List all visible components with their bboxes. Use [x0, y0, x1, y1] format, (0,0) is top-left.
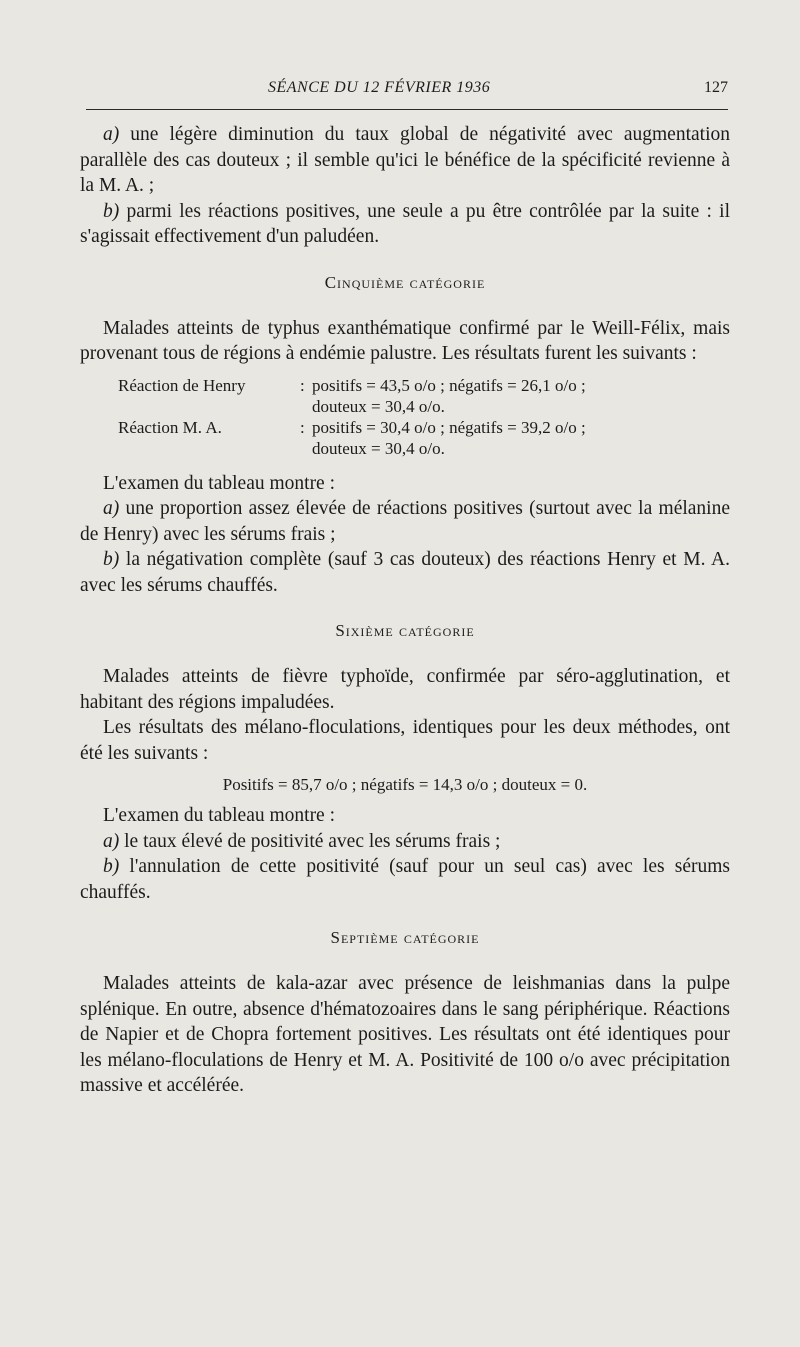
results-table	[118, 375, 586, 459]
section-title-sixieme: Sixième catégorie	[335, 621, 475, 640]
list-marker-a: a)	[103, 498, 120, 519]
page-header	[80, 79, 728, 103]
section-title-cinquieme: Cinquième catégorie	[324, 272, 486, 292]
results-line-1: positifs = 30,4 o/o ; négatifs = 39,2 o/o ;	[312, 417, 586, 437]
paragraph-text: parmi les réactions positives, une seule a pu être contrôlée par la suite : il s'agissait effectivement d'un paludéen.	[80, 200, 730, 247]
list-marker-b: b)	[103, 200, 120, 222]
list-marker-a: a)	[103, 830, 120, 852]
list-marker-b: b)	[103, 549, 120, 570]
paragraph-text: la négativation complète (sauf 3 cas douteux) des réactions Henry et M. A. avec les sérums chauffés.	[80, 549, 730, 596]
paragraph-cat5-a	[80, 496, 730, 547]
paragraph-cat5-exam: L'examen du tableau montre :	[103, 472, 336, 494]
page-number: 127	[704, 79, 728, 96]
results-label: Réaction de Henry	[118, 375, 246, 395]
results-line-1: positifs = 43,5 o/o ; négatifs = 26,1 o/o ;	[312, 375, 586, 395]
paragraph-cat6-b	[80, 854, 730, 905]
paragraph-cat6-description: Malades atteints de fièvre typhoïde, confirmée par séro-agglutination, et habitant des régions impaludées.	[80, 666, 730, 713]
results-line-2: douteux = 30,4 o/o.	[312, 438, 445, 458]
results-row-henry	[118, 375, 586, 417]
list-marker-a: a)	[103, 124, 120, 145]
page-body	[80, 122, 730, 1099]
list-marker-b: b)	[103, 856, 120, 877]
running-head: SÉANCE DU 12 FÉVRIER 1936	[268, 79, 491, 96]
paragraph-cat6-results-intro: Les résultats des mélano-floculations, identiques pour les deux méthodes, ont été les suivants :	[80, 717, 730, 764]
paragraph-cat6-a	[80, 829, 730, 855]
paragraph-text: l'annulation de cette positivité (sauf pour un seul cas) avec les sérums chauffés.	[80, 856, 730, 903]
paragraph-text: une légère diminution du taux global de négativité avec augmentation parallèle des cas douteux ; il semble qu'ici le bénéfice de la spécificité revienne à la M. A. ;	[80, 124, 730, 196]
results-label: Réaction M. A.	[118, 417, 222, 437]
results-separator: :	[300, 375, 305, 395]
header-rule	[86, 109, 728, 110]
paragraph-cat5-description: Malades atteints de typhus exanthématique confirmé par le Weill-Félix, mais provenant tous de régions à endémie palustre. Les résultats furent les suivants :	[80, 317, 730, 364]
results-values	[312, 417, 586, 459]
results-separator: :	[300, 417, 305, 437]
paragraph-cat7-description: Malades atteints de kala-azar avec présence de leishmanias dans la pulpe splénique. En outre, absence d'hématozoaires dans le sang périphérique. Réactions de Napier et de Chopra fortement positives. Les résultats ont été identiques pour les mélano-floculations de Henry et M. A. Positivité de 100 o/o avec précipitation massive et accélérée.	[80, 973, 730, 1096]
paragraph-cat6-exam: L'examen du tableau montre :	[103, 805, 336, 826]
section-title-septieme: Septième catégorie	[330, 928, 480, 947]
results-line: Positifs = 85,7 o/o ; négatifs = 14,3 o/o ; douteux = 0.	[222, 775, 588, 794]
results-row-ma	[118, 417, 586, 459]
results-line-2: douteux = 30,4 o/o.	[312, 396, 445, 416]
results-values	[312, 375, 586, 417]
paragraph-cat5-b	[80, 547, 730, 598]
paragraph-intro-b	[80, 199, 730, 250]
paragraph-intro-a	[80, 122, 730, 199]
paragraph-text: le taux élevé de positivité avec les sérums frais ;	[119, 830, 501, 852]
paragraph-text: une proportion assez élevée de réactions positives (surtout avec la mélanine de Henry) avec les sérums frais ;	[80, 498, 730, 545]
